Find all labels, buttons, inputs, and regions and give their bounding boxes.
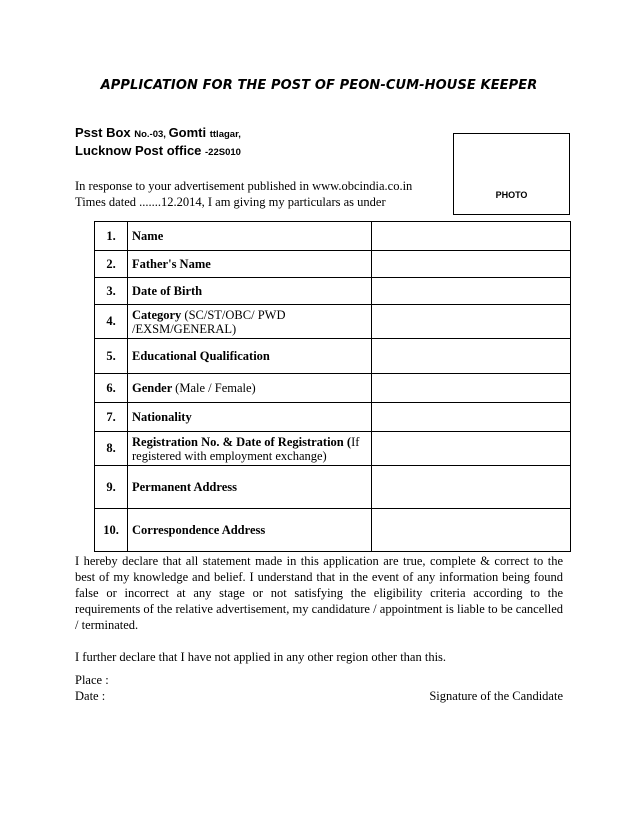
address-pin: -22S010 [205,147,241,158]
fathers-name-field[interactable] [372,251,571,278]
particulars-table [94,221,571,552]
table-row [95,339,571,374]
category-field[interactable] [372,305,571,339]
table-row [95,466,571,509]
intro-line-1: In response to your advertisement published in www.obcindia.co.in [75,179,413,193]
address-post-office: Lucknow Post office [75,143,206,158]
table-row [95,251,571,278]
row-number: 1. [95,222,128,251]
table-row [95,222,571,251]
permanent-address-field[interactable] [372,466,571,509]
row-number: 7. [95,403,128,432]
row-label-date-of-birth: Date of Birth [128,278,372,305]
row-number: 9. [95,466,128,509]
declaration-text: I hereby declare that all statement made in this application are true, complete & correct to the best of my knowledge and belief. I understand that in the event of any information being found false or incorrect at any stage or not satisfying the eligibility criteria according to the requirements of the relative advertisement, my candidature / appointment is liable to be cancelled / terminated. [75,554,563,632]
row-number: 2. [95,251,128,278]
row-number: 4. [95,305,128,339]
table-row [95,305,571,339]
place-label: Place : [75,673,109,687]
row-label-gender: Gender (Male / Female) [128,374,372,403]
form-title: APPLICATION FOR THE POST OF PEON-CUM-HOUSE KEEPER [100,78,538,93]
row-label-category: Category (SC/ST/OBC/ PWD /EXSM/GENERAL) [128,305,372,339]
intro-text [75,178,445,210]
row-label-name: Name [128,222,372,251]
gender-field[interactable] [372,374,571,403]
signature-label: Signature of the Candidate [429,689,563,703]
date-label: Date : [75,689,106,703]
row-number: 10. [95,509,128,552]
address-box-label: Psst Box [75,125,135,140]
table-row [95,432,571,466]
date-of-birth-field[interactable] [372,278,571,305]
row-label-registration: Registration No. & Date of Registration (If registered with employment exchange) [128,432,372,466]
address-locality-suffix: ttlagar, [209,129,241,140]
address-box-number: No.-03, [134,129,169,140]
row-label-nationality: Nationality [128,403,372,432]
row-number: 3. [95,278,128,305]
address-locality: Gomti [168,125,210,140]
row-label-permanent-address: Permanent Address [128,466,372,509]
photo-label: PHOTO [495,190,528,200]
educational-qualification-field[interactable] [372,339,571,374]
table-row [95,374,571,403]
correspondence-address-field[interactable] [372,509,571,552]
table-row [95,509,571,552]
row-number: 8. [95,432,128,466]
row-label-correspondence-address: Correspondence Address [128,509,372,552]
address-line-1 [75,124,241,142]
table-row [95,403,571,432]
address-line-2 [75,142,241,160]
photo-box [453,133,570,215]
row-label-fathers-name: Father's Name [128,251,372,278]
row-number: 6. [95,374,128,403]
intro-line-2: Times dated .......12.2014, I am giving my particulars as under [75,195,386,209]
row-label-educational-qualification: Educational Qualification [128,339,372,374]
name-field[interactable] [372,222,571,251]
further-declaration-text: I further declare that I have not applied in any other region other than this. [75,650,447,664]
nationality-field[interactable] [372,403,571,432]
registration-field[interactable] [372,432,571,466]
row-number: 5. [95,339,128,374]
table-row [95,278,571,305]
